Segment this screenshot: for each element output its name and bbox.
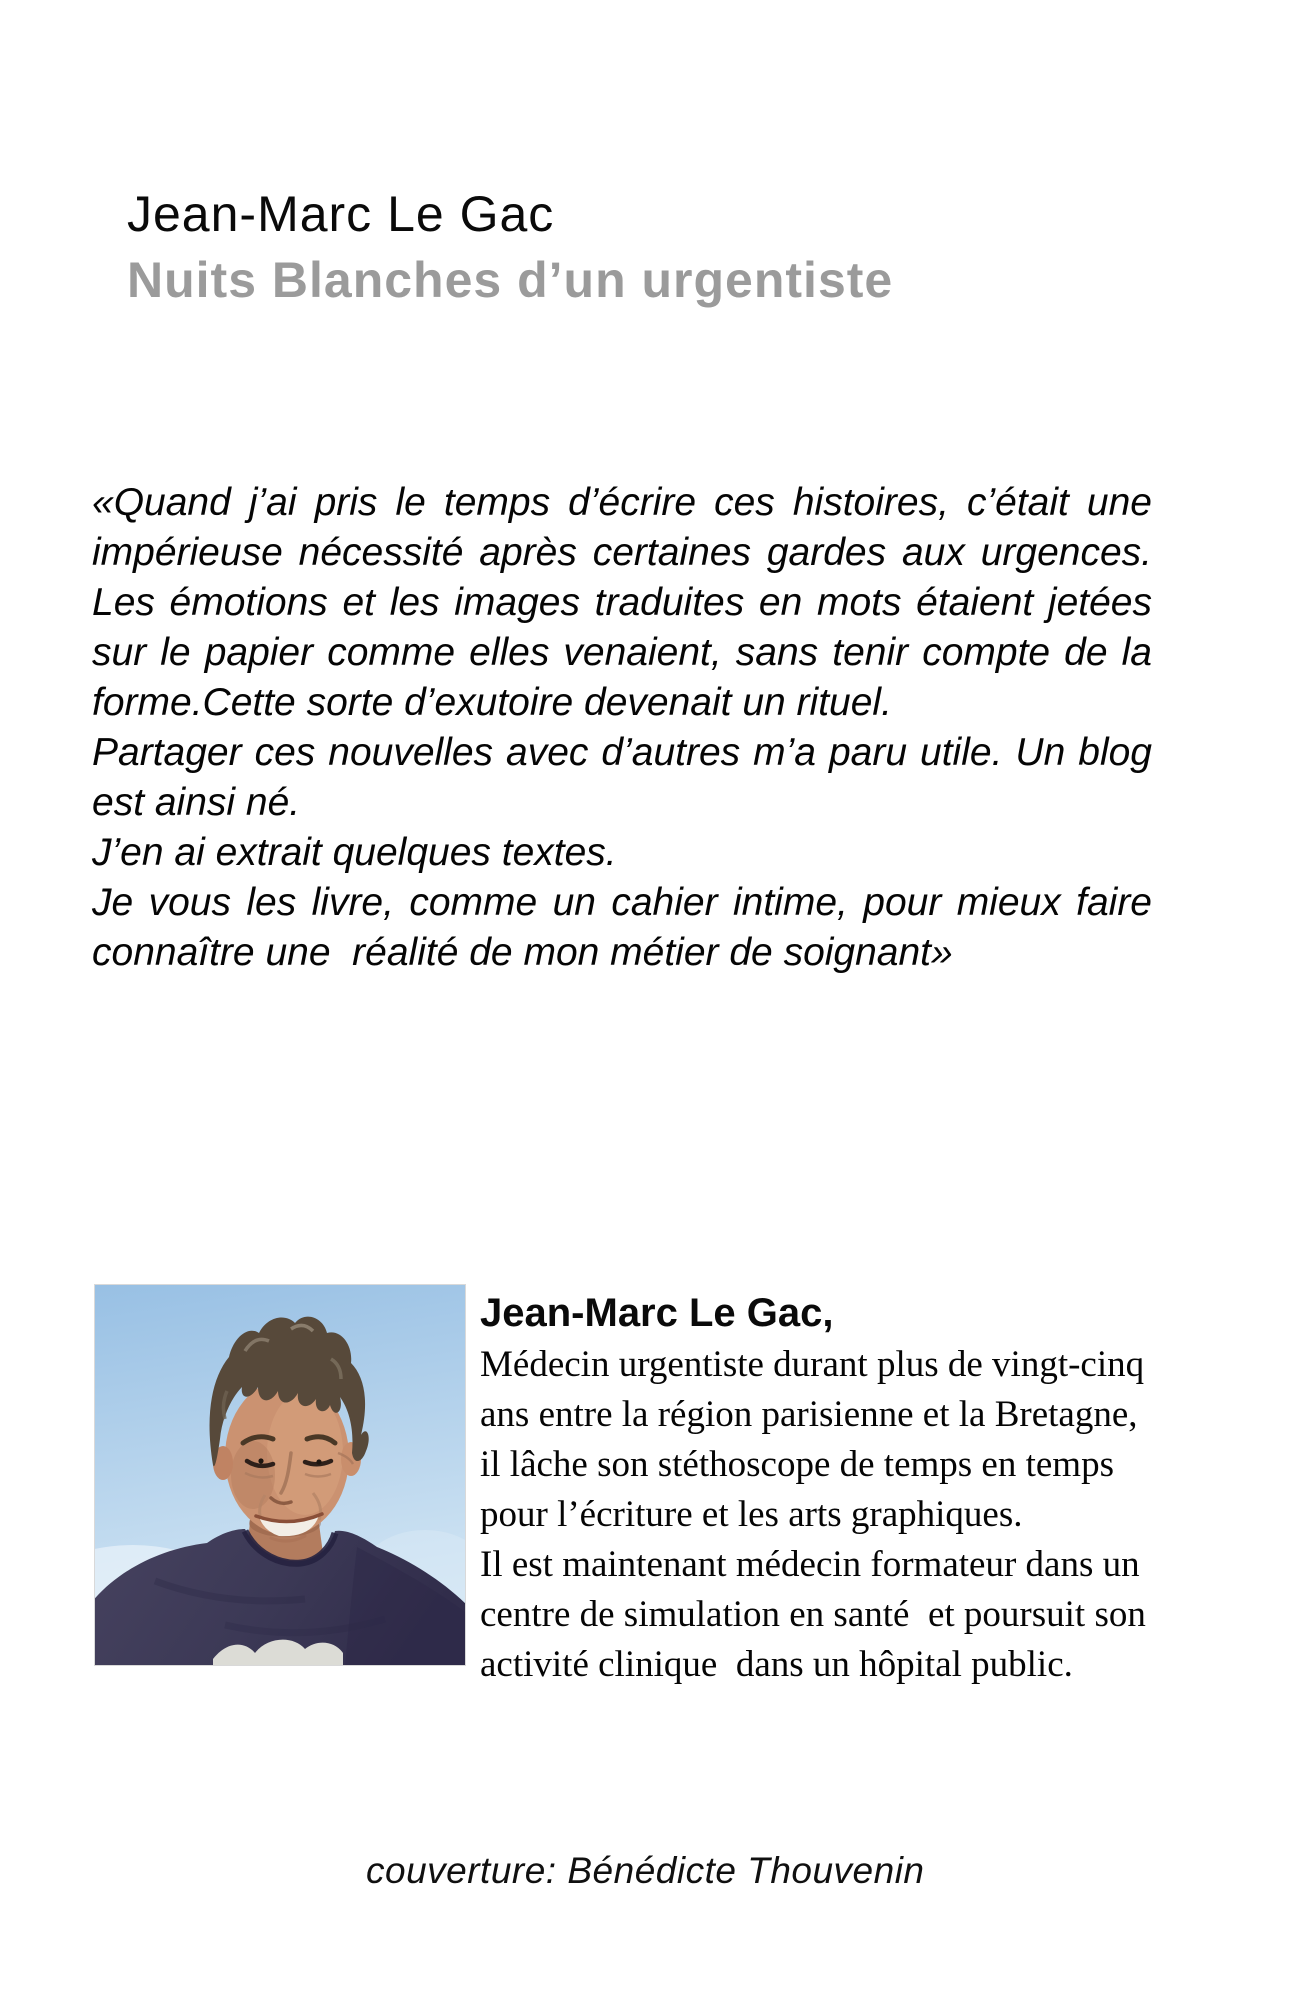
quote-line: Les émotions et les images traduites en mots étaient jetées <box>92 581 1152 624</box>
author-name: Jean-Marc Le Gac <box>127 186 555 242</box>
bio-author-name: Jean-Marc Le Gac, <box>480 1291 834 1335</box>
header <box>127 184 893 310</box>
bio-line: activité clinique dans un hôpital public. <box>480 1644 1073 1685</box>
quote-line: sur le papier comme elles venaient, sans tenir compte de la <box>92 631 1152 674</box>
bio-line: centre de simulation en santé et poursuit son <box>480 1594 1146 1635</box>
bio-line: Médecin urgentiste durant plus de vingt-cinq <box>480 1344 1145 1385</box>
bio-line: il lâche son stéthoscope de temps en temps <box>480 1444 1114 1485</box>
cover-credit: couverture: Bénédicte Thouvenin <box>366 1850 925 1891</box>
quote-line: connaître une réalité de mon métier de soignant» <box>92 931 953 974</box>
quote-line: Partager ces nouvelles avec d’autres m’a paru utile. Un blog <box>92 731 1152 774</box>
bio-line: pour l’écriture et les arts graphiques. <box>480 1494 1023 1535</box>
quote-line: est ainsi né. <box>92 781 301 824</box>
quote-line: J’en ai extrait quelques textes. <box>92 831 617 874</box>
pupil-left <box>258 1458 263 1463</box>
book-title: Nuits Blanches d’un urgentiste <box>127 252 894 308</box>
author-photo-illustration <box>95 1285 465 1665</box>
bio-block <box>480 1286 1200 1690</box>
quote-line: forme.Cette sorte d’exutoire devenait un rituel. <box>92 681 892 724</box>
quote-line: impérieuse nécessité après certaines gardes aux urgences. <box>92 531 1152 574</box>
pupil-right <box>316 1459 321 1464</box>
quote-block <box>92 478 1152 978</box>
author-photo <box>95 1285 465 1665</box>
bio-line: Il est maintenant médecin formateur dans un <box>480 1544 1140 1585</box>
face-highlight <box>267 1391 343 1515</box>
quote-line: Je vous les livre, comme un cahier intime, pour mieux faire <box>92 881 1152 924</box>
bio-line: ans entre la région parisienne et la Bretagne, <box>480 1394 1138 1435</box>
quote-line: «Quand j’ai pris le temps d’écrire ces histoires, c’était une <box>92 481 1152 524</box>
